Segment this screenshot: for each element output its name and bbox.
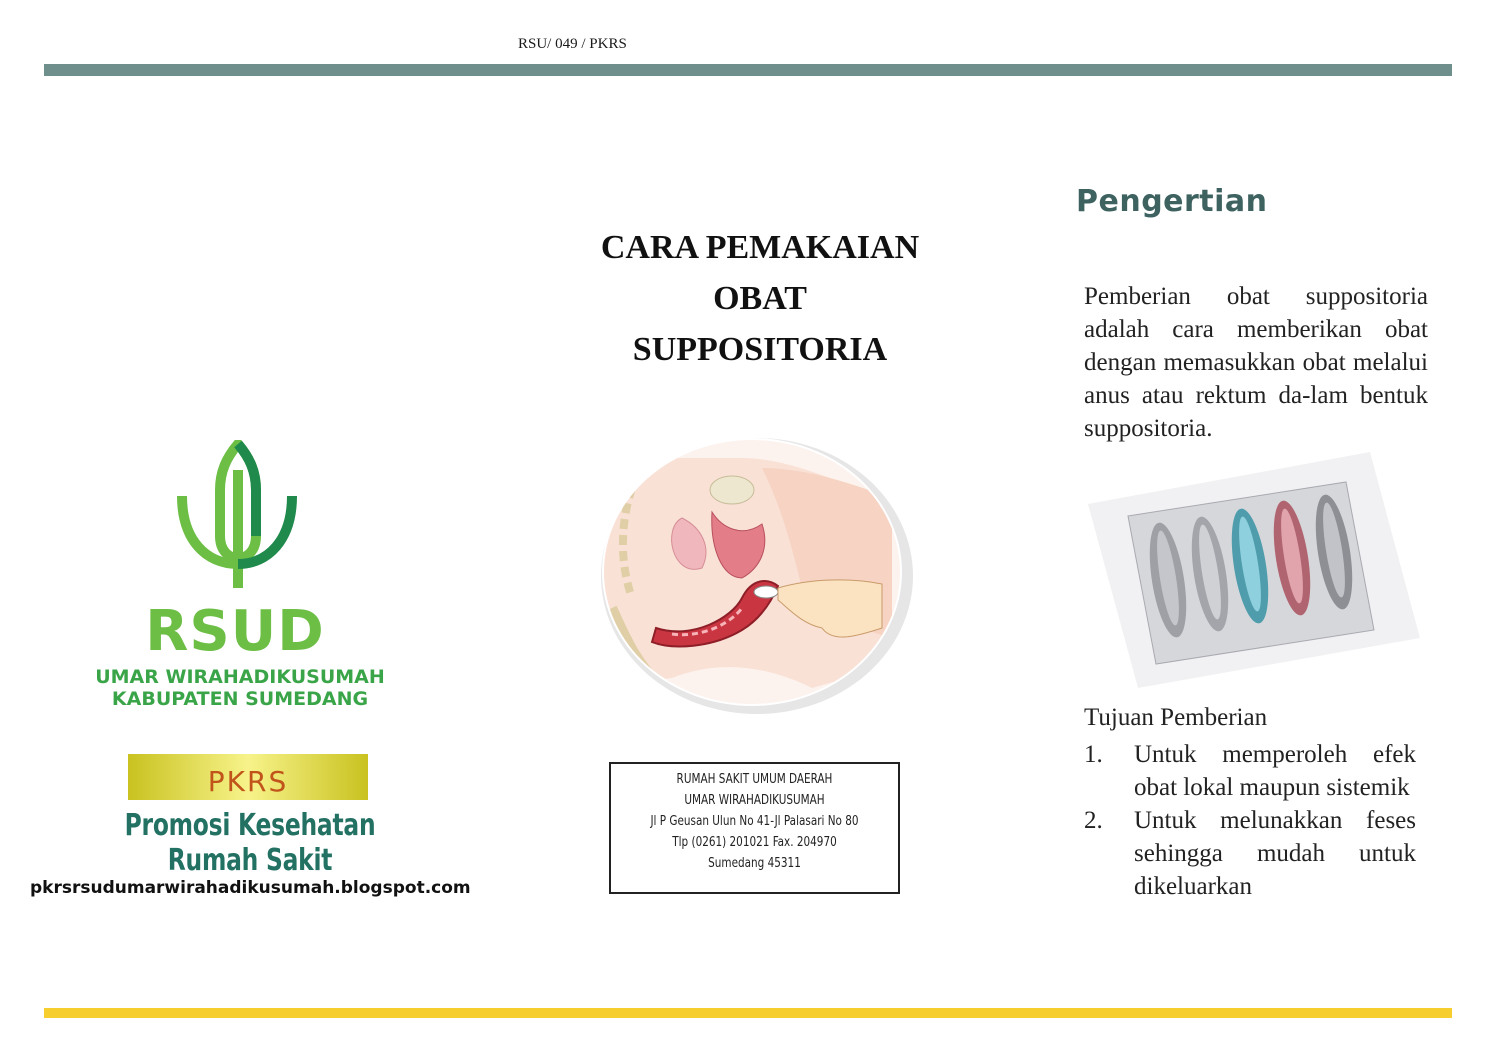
list-item-number: 1.	[1084, 741, 1103, 768]
logo-wordmark: RSUD	[145, 599, 325, 664]
definition-paragraph: Pemberian obat suppositoria adalah cara memberikan obat dengan memasukkan obat melalui anus atau rektum da-lam bentuk suppositoria.	[1084, 283, 1428, 442]
list-item-number: 2.	[1084, 807, 1103, 834]
section-heading-pengertian: Pengertian	[1076, 184, 1268, 219]
leaflet-title	[520, 222, 1000, 375]
list-item	[1084, 804, 1416, 903]
title-line: SUPPOSITORIA	[632, 331, 888, 368]
suppository-blister-pack-icon	[1088, 452, 1420, 688]
rsud-logo-icon	[176, 440, 298, 590]
address-line: RUMAH SAKIT UMUM DAERAH	[676, 771, 833, 787]
pkrs-tagline: Promosi Kesehatan Rumah Sakit	[124, 808, 376, 878]
bottom-divider-bar	[44, 1008, 1452, 1018]
top-divider-bar	[44, 64, 1452, 76]
address-line: Tlp (0261) 201021 Fax. 204970	[672, 834, 837, 850]
suppository-insertion-illustration-icon	[592, 428, 922, 718]
document-code: RSU/ 049 / PKRS	[518, 36, 627, 52]
hospital-address-box	[609, 762, 900, 894]
blog-url: pkrsrsudumarwirahadikusumah.blogspot.com	[30, 878, 471, 898]
list-item-text: Untuk memperoleh efek obat lokal maupun sistemik	[1134, 741, 1416, 801]
list-item	[1084, 738, 1416, 804]
address-line: Jl P Geusan Ulun No 41-Jl Palasari No 80	[650, 813, 859, 829]
goal-list	[1084, 738, 1416, 903]
list-item-text: Untuk melunakkan feses sehingga mudah untuk dikeluarkan	[1134, 807, 1416, 900]
logo-hospital-name: UMAR WIRAHADIKUSUMAH	[95, 666, 385, 688]
goal-heading: Tujuan Pemberian	[1084, 704, 1268, 731]
logo-regency-name: KABUPATEN SUMEDANG	[111, 688, 369, 710]
address-line: UMAR WIRAHADIKUSUMAH	[684, 792, 825, 808]
pkrs-badge: PKRS	[128, 754, 368, 800]
address-line: Sumedang 45311	[708, 855, 801, 871]
title-line: CARA PEMAKAIAN	[600, 229, 920, 266]
title-line: OBAT	[713, 280, 807, 317]
